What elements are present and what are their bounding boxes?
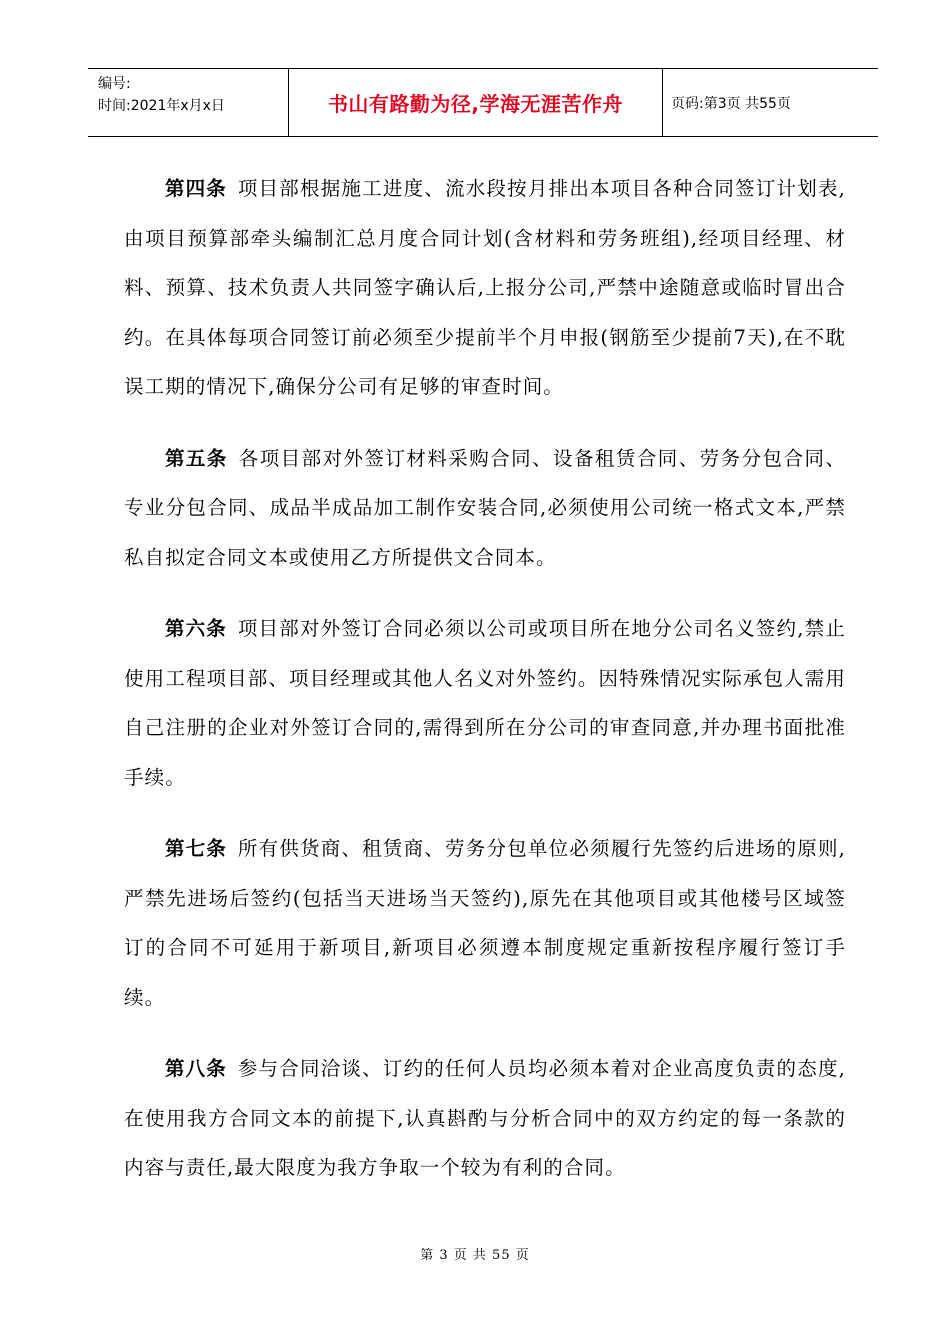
article-title: 第八条 xyxy=(165,1057,227,1080)
header-motto: 书山有路勤为径,学海无涯苦作舟 xyxy=(289,69,663,136)
page-header xyxy=(88,68,878,137)
article-8 xyxy=(124,1044,846,1193)
article-text: 所有供货商、租赁商、劳务分包单位必须履行先签约后进场的原则,严禁先进场后签约(包括当天进场当天签约),原先在其他项目或其他楼号区域签订的合同不可延用于新项目,新项目必须遵本制度规定重新按程序履行签订手续。 xyxy=(124,837,846,1009)
header-meta xyxy=(88,69,289,136)
header-page-number: 页码:第3页 共55页 xyxy=(671,95,791,112)
article-title: 第五条 xyxy=(165,446,228,470)
document-number-label: 编号: xyxy=(98,76,131,92)
document-time-label: 时间:2021年x月x日 xyxy=(98,98,225,114)
article-text: 项目部对外签订合同必须以公司或项目所在地分公司名义签约,禁止使用工程项目部、项目经理或其他人名义对外签约。因特殊情况实际承包人需用自己注册的企业对外签订合同的,需得到所在分公司的审查同意,并办理书面批准手续。 xyxy=(124,617,846,789)
article-7 xyxy=(124,824,846,1022)
article-text: 参与合同洽谈、订约的任何人员均必须本着对企业高度负责的态度,在使用我方合同文本的前提下,认真斟酌与分析合同中的双方约定的每一条款的内容与责任,最大限度为我方争取一个较为有利的合同。 xyxy=(124,1057,846,1179)
page-footer: 第 3 页 共 55 页 xyxy=(420,1248,530,1263)
document-body xyxy=(124,164,846,1215)
article-4 xyxy=(124,164,846,412)
article-6 xyxy=(124,604,846,802)
article-title: 第四条 xyxy=(165,177,227,200)
article-text: 项目部根据施工进度、流水段按月排出本项目各种合同签订计划表,由项目预算部牵头编制汇总月度合同计划(含材料和劳务班组),经项目经理、材料、预算、技术负责人共同签字确认后,上报分公司,严禁中途随意或临时冒出合约。在具体每项合同签订前必须至少提前半个月申报(钢筋至少提前7天),在不耽误工期的情况下,确保分公司有足够的审查时间。 xyxy=(124,177,846,398)
article-title: 第六条 xyxy=(165,617,227,640)
article-5 xyxy=(124,434,846,583)
article-text: 各项目部对外签订材料采购合同、设备租赁合同、劳务分包合同、专业分包合同、成品半成品加工制作安装合同,必须使用公司统一格式文本,严禁私自拟定合同文本或使用乙方所提供文合同本。 xyxy=(124,446,846,569)
article-title: 第七条 xyxy=(165,837,227,860)
